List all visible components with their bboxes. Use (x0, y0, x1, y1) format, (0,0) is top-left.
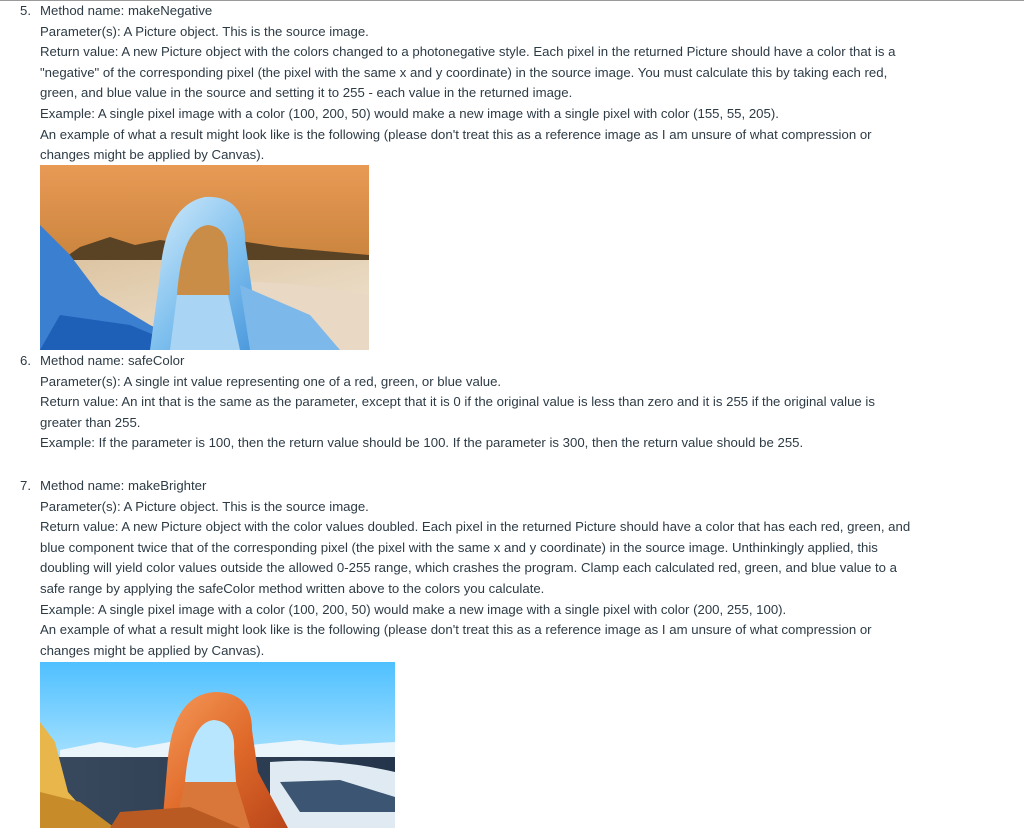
return-value: Return value: An int that is the same as the parameter, except that it is 0 if the original value is less than zero and it is 255 if the original value is greater than 255. (40, 394, 875, 430)
return-value: Return value: A new Picture object with the color values doubled. Each pixel in the returned Picture should have a color that has each red, green, and blue component twice that of the corresponding pixel (the pixel with the same x and y coordinate) in the source image. Unthinkingly applied, this doubling will yield color values outside the allowed 0-255 range, which crashes the program. Clamp each calculated red, green, and blue value to a safe range by applying the safeColor method written above to the colors you calculate. (40, 519, 911, 596)
parameters: Parameter(s): A Picture object. This is the source image. (40, 498, 369, 514)
item-number: 5. (20, 3, 31, 18)
item-number: 6. (20, 353, 31, 368)
item-body (40, 476, 912, 661)
negative-example-image (40, 165, 369, 350)
return-value: Return value: A new Picture object with the colors changed to a photonegative style. Each pixel in the returned Picture should have a color that is a "negative" of the corresponding pixel (the pixel with the same x and y coordinate) in the source image. You must calculate this by taking each red, green, and blue value in the source and setting it to 255 - each value in the returned image. (40, 44, 896, 101)
example-note: An example of what a result might look like is the following (please don't treat this as a reference image as I am unsure of what compression or changes might be applied by Canvas). (40, 126, 872, 163)
item-body (40, 351, 912, 454)
example: Example: If the parameter is 100, then the return value should be 100. If the parameter is 300, then the return value should be 255. (40, 435, 804, 451)
method-name: Method name: safeColor (40, 353, 185, 368)
example: Example: A single pixel image with a color (100, 200, 50) would make a new image with a single pixel with color (155, 55, 205). (40, 105, 779, 121)
method-name: Method name: makeBrighter (40, 478, 207, 493)
brighter-example-image (40, 662, 395, 828)
parameters: Parameter(s): A Picture object. This is the source image. (40, 23, 369, 39)
example: Example: A single pixel image with a color (100, 200, 50) would make a new image with a single pixel with color (200, 255, 100). (40, 601, 787, 617)
example-note: An example of what a result might look like is the following (please don't treat this as a reference image as I am unsure of what compression or changes might be applied by Canvas). (40, 622, 872, 658)
parameters: Parameter(s): A single int value representing one of a red, green, or blue value. (40, 373, 502, 389)
method-name: Method name: makeNegative (40, 3, 213, 18)
item-body (40, 1, 912, 166)
item-number: 7. (20, 478, 31, 493)
